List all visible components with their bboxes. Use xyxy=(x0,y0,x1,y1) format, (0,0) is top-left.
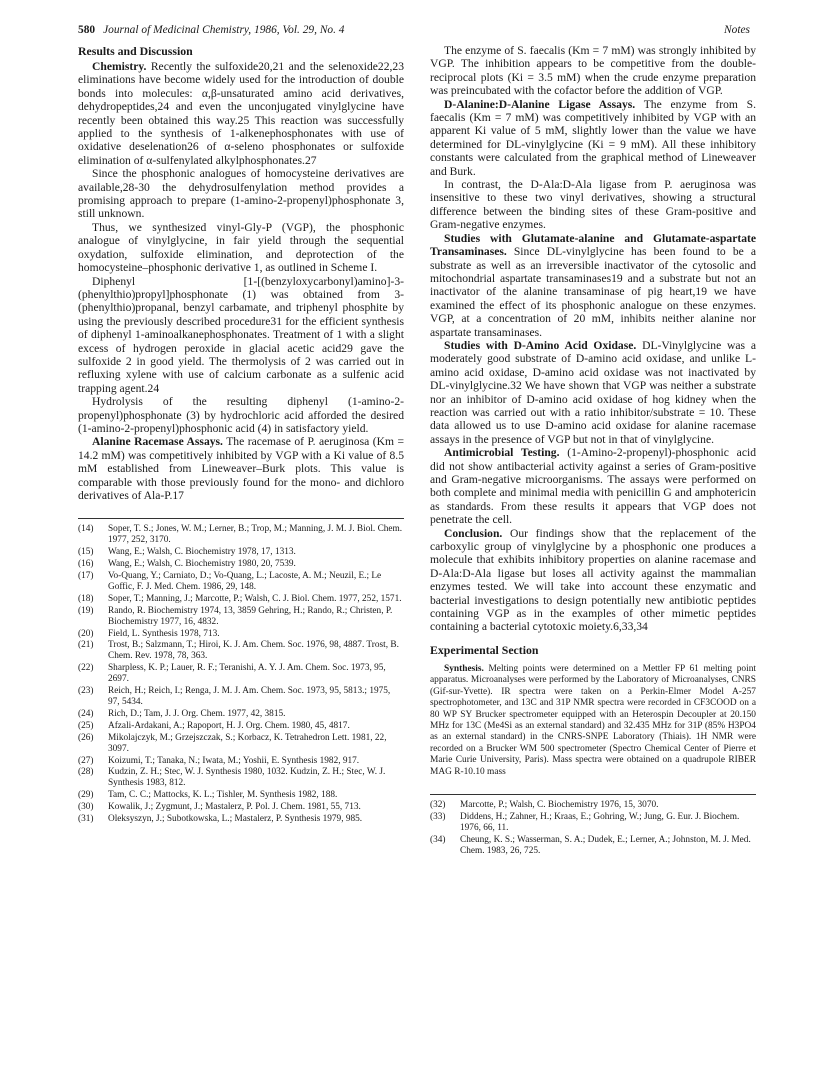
reference-text: Oleksyszyn, J.; Subotkowska, L.; Mastalerz, P. Synthesis 1979, 985. xyxy=(108,814,363,825)
right-column xyxy=(430,44,756,857)
reference-item xyxy=(430,812,756,834)
section-label: Notes xyxy=(724,24,750,36)
reference-number: (15) xyxy=(78,547,94,558)
paragraph-text: The racemase of P. aeruginosa (Km = 14.2 mM) was competitively inhibited by VGP with a Ki value of 8.5 mM established from Lineweaver–Burk plots. This value is comparable with those previously found for the mono- and dichloro derivatives of Ala-P.17 xyxy=(78,435,404,502)
paragraph xyxy=(78,221,404,275)
reference-number: (31) xyxy=(78,814,94,825)
reference-text: Wang, E.; Walsh, C. Biochemistry 1980, 20, 7539. xyxy=(108,559,296,570)
reference-number: (27) xyxy=(78,755,94,766)
reference-number: (14) xyxy=(78,524,94,535)
reference-number: (19) xyxy=(78,605,94,616)
experimental-paragraph xyxy=(430,664,756,778)
reference-item xyxy=(430,835,756,857)
reference-text: Koizumi, T.; Tanaka, N.; Iwata, M.; Yoshii, E. Synthesis 1982, 917. xyxy=(108,755,360,766)
reference-list xyxy=(430,800,756,857)
reference-text: Mikolajczyk, M.; Grzejszczak, S.; Korbacz, K. Tetrahedron Lett. 1981, 22, 3097. xyxy=(108,732,387,754)
reference-item xyxy=(78,686,404,708)
reference-text: Rich, D.; Tam, J. J. Org. Chem. 1977, 42, 3815. xyxy=(108,708,286,719)
paragraph xyxy=(430,527,756,634)
reference-number: (16) xyxy=(78,559,94,570)
reference-text: Soper, T.; Manning, J.; Marcotte, P.; Walsh, C. J. Biol. Chem. 1977, 252, 1571. xyxy=(108,593,402,604)
paragraph-text: In contrast, the D-Ala:D-Ala ligase from P. aeruginosa was insensitive to these two vinyl derivatives, showing a structural difference between the binding sites of these Gram-positive and Gram-negative enzymes. xyxy=(430,178,756,232)
paragraph-text: Melting points were determined on a Mettler FP 61 melting point apparatus. Microanalyses were performed by the Laboratory of Microanalyses, CNRS (Gif-sur-Yvette). IR spectra were taken on a Perkin-Elmer Model A-257 spectrophotometer, and 13C and 31P NMR spectra were recorded in CF3COOD on a 80 WP SY Brucker spectrometer equipped with an Heterospin Decoupler at 20.150 MHz for 13C (Me4Si as an external standard) and 32.435 MHz for 31P (85% H3PO4 as an external standard) in the CNRS-SNPE Laboratory (Thiais). 1H NMR were recorded on a Brucker WM 500 spectrometer (Spectro Chemical Center of Pierre et Marie Curie University, Paris). Mass spectra were obtained on a quadrupole RIBER MAG R-10.10 mass xyxy=(430,663,756,777)
reference-number: (25) xyxy=(78,720,94,731)
reference-number: (21) xyxy=(78,640,94,651)
reference-item xyxy=(78,802,404,813)
reference-item xyxy=(78,721,404,732)
reference-item xyxy=(78,571,404,593)
section-title: Results and Discussion xyxy=(78,44,193,58)
run-in-heading: Studies with D-Amino Acid Oxidase. xyxy=(444,338,637,352)
reference-text: Reich, H.; Reich, I.; Renga, J. M. J. Am. Chem. Soc. 1973, 95, 5813.; 1975, 97, 5434. xyxy=(108,686,391,707)
page-number: 580 xyxy=(78,24,96,36)
paragraph-text: Since DL-vinylglycine has been found to be a substrate as well as an irreversible inactivator of the cytosolic and mitochondrial aspartate transaminases19 and a substrate but not an inactivator of the alanine transaminase of pig heart,19 we have examined the effect of its phosphonic analogue on these enzymes. VGP, at a concentration of 20 mM, inhibits neither alanine nor aspartate transaminases. xyxy=(430,245,756,339)
paragraph xyxy=(78,435,404,502)
run-in-heading: Antimicrobial Testing. xyxy=(444,446,560,460)
reference-number: (24) xyxy=(78,708,94,719)
journal-citation: Journal of Medicinal Chemistry, 1986, Vol. 29, No. 4 xyxy=(103,24,345,36)
reference-text: Rando, R. Biochemistry 1974, 13, 3859 Gehring, H.; Rando, R.; Christen, P. Biochemistry 1977, 16, 4832. xyxy=(108,605,393,627)
paragraph-text: Our findings show that the replacement of the carboxylic group of vinylglycine by a phosphonic one produces a molecule that exhibits inhibitory properties on alanine racemase and D-Ala:D-Ala ligase but loses all activity against the mammalian enzymes tested. We will take into account these enzymatic and bacterial investigations to design potentially new antibiotic peptides containing VGP as in the examples of other mimetic peptides containing a bacterial cytotoxic moiety.6,33,34 xyxy=(430,526,756,634)
reference-item xyxy=(78,640,404,662)
paragraph xyxy=(430,232,756,339)
paragraph xyxy=(78,275,404,396)
reference-item xyxy=(78,814,404,825)
run-in-heading: D-Alanine:D-Alanine Ligase Assays. xyxy=(444,97,636,111)
reference-number: (30) xyxy=(78,802,94,813)
running-header xyxy=(78,22,750,38)
reference-text: Kowalik, J.; Zygmunt, J.; Mastalerz, P. Pol. J. Chem. 1981, 55, 713. xyxy=(108,802,361,813)
reference-number: (23) xyxy=(78,686,94,697)
paragraph-text: Diphenyl [1-[(benzyloxycarbonyl)amino]-3-(phenylthio)propyl]phosphonate (1) was obtained from 3-(phenylthio)propanal, benzyl carbamate, and triphenyl phosphite by using the previously described procedure31 for the efficient synthesis of diphenyl 1-aminoalkanephosphonates. Treatment of 1 with a slight excess of hydrogen peroxide in glacial acetic acid29 gave the sulfoxide 2 in good yield. The thermolysis of 2 was carried out in refluxing xylene with use of calcium carbonate as a sulfenic acid trapping agent.24 xyxy=(78,274,404,395)
paragraph-text: The enzyme of S. faecalis (Km = 7 mM) was strongly inhibited by VGP. The inhibition appears to be competitive from the double-reciprocal plots (Ki = 3.5 mM) when the crude enzyme preparation was preincubated with the cofactor before the addition of VGP. xyxy=(430,44,756,98)
reference-text: Diddens, H.; Zahner, H.; Kraas, E.; Gohring, W.; Jung, G. Eur. J. Biochem. 1976, 66, 11. xyxy=(460,811,740,833)
reference-number: (33) xyxy=(430,811,446,822)
run-in-heading: Synthesis. xyxy=(444,663,484,674)
paragraph xyxy=(78,60,404,167)
reference-item xyxy=(78,606,404,628)
paragraph xyxy=(78,167,404,221)
run-in-heading: Chemistry. xyxy=(92,60,147,73)
paragraph-text: (1-Amino-2-propenyl)-phosphonic acid did not show antibacterial activity against a series of Gram-positive and Gram-negative microorganisms. The assays were performed on both complete and minimal media with penicillin G and amphotericin as standards. From these results it appears that VGP does not penetrate the cell. xyxy=(430,446,756,527)
run-in-heading: Studies with Glutamate-alanine and Glutamate-aspartate Transaminases. xyxy=(430,231,756,259)
reference-item xyxy=(78,594,404,605)
paragraph xyxy=(430,44,756,98)
reference-text: Vo-Quang, Y.; Carniato, D.; Vo-Quang, L.; Lacoste, A. M.; Neuzil, E.; Le Goffic, F. J. Med. Chem. 1986, 29, 148. xyxy=(108,571,382,592)
reference-text: Cheung, K. S.; Wasserman, S. A.; Dudek, E.; Lerner, A.; Johnston, M. J. Med. Chem. 1983, 26, 725. xyxy=(460,834,751,856)
reference-text: Afzali-Ardakani, A.; Rapoport, H. J. Org. Chem. 1980, 45, 4817. xyxy=(108,720,350,731)
reference-text: Kudzin, Z. H.; Stec, W. J. Synthesis 1980, 1032. Kudzin, Z. H.; Stec, W. J. Synthesis 1983, 812. xyxy=(108,767,386,789)
reference-item xyxy=(78,663,404,685)
reference-number: (29) xyxy=(78,790,94,801)
paragraph-text: Recently the sulfoxide20,21 and the selenoxide22,23 eliminations have become widely used for the introduction of double bonds into molecules: α,β-unsaturated amino acid derivatives, dehydropeptides,24 and even the unconjugated vinylglycine have recently been obtained this way.25 This reaction was successfully applied to the synthesis of 1-alkenephosphonates with use of oxidative deselenation26 of α-seleno phosphonates or sulfoxide elimination of α-sulfenylated alkylphosphonates.27 xyxy=(78,60,404,167)
reference-list xyxy=(78,524,404,825)
reference-number: (34) xyxy=(430,834,446,845)
reference-text: Sharpless, K. P.; Lauer, R. F.; Teranishi, A. Y. J. Am. Chem. Soc. 1973, 95, 2697. xyxy=(108,663,386,685)
reference-number: (18) xyxy=(78,593,94,604)
reference-number: (22) xyxy=(78,663,94,674)
reference-number: (20) xyxy=(78,628,94,639)
reference-text: Soper, T. S.; Jones, W. M.; Lerner, B.; Trop, M.; Manning, J. M. J. Biol. Chem. 1977, 252, 3170. xyxy=(108,524,403,546)
reference-item xyxy=(78,733,404,755)
paragraph-text: Thus, we synthesized vinyl-Gly-P (VGP), the phosphonic analogue of vinylglycine, in fair yield through the sequential oxydation, sulfoxide elimination, and deprotection of the homocysteine–phosphonic derivative 1, as outlined in Scheme I. xyxy=(78,220,404,275)
footnote-rule xyxy=(430,794,756,795)
left-column xyxy=(78,44,404,826)
reference-number: (17) xyxy=(78,571,94,582)
reference-number: (26) xyxy=(78,732,94,743)
paragraph-text: Hydrolysis of the resulting diphenyl (1-amino-2-propenyl)phosphonate (3) by hydrochloric acid afforded the desired (1-amino-2-propenyl)phosphonic acid (4) in satisfactory yield. xyxy=(78,395,404,435)
paragraph-text: DL-Vinylglycine was a moderately good substrate of D-amino acid oxidase, and unlike L-amino acid oxidase, D-amino acid oxidase was not inactivated by DL-vinylglycine.32 We have shown that VGP was neither a substrate nor an inhibitor of D-amino acid oxidase of hog kidney when the reaction was carried out with a ratio inhibitor/substrate = 10. These data allowed us to use D-amino acid oxidase for alanine racemase assays in the presence of VGP but not in that of vinylglycine. xyxy=(430,338,756,446)
reference-text: Field, L. Synthesis 1978, 713. xyxy=(108,628,220,639)
reference-number: (32) xyxy=(430,799,446,810)
paragraph-text: Since the phosphonic analogues of homocysteine derivatives are available,28-30 the dehydrosulfenylation method provides a promising approach to prepare (1-amino-2-propenyl)phosphonate 3, still unknown. xyxy=(78,167,404,221)
reference-item xyxy=(78,709,404,720)
reference-item xyxy=(78,756,404,767)
run-in-heading: Alanine Racemase Assays. xyxy=(92,435,223,449)
paragraph xyxy=(430,446,756,526)
paragraph xyxy=(430,178,756,232)
reference-item xyxy=(78,559,404,570)
reference-text: Tam, C. C.; Mattocks, K. L.; Tishler, M. Synthesis 1982, 188. xyxy=(108,790,338,801)
paragraph xyxy=(430,339,756,446)
footnote-rule xyxy=(78,518,404,519)
run-in-heading: Conclusion. xyxy=(444,526,503,540)
reference-item xyxy=(78,524,404,546)
reference-number: (28) xyxy=(78,767,94,778)
reference-item xyxy=(78,547,404,558)
paragraph-text: The enzyme from S. faecalis (Km = 7 mM) was competitively inhibited by VGP with an apparent Ki value of 5 mM, slightly lower than the value we have determined for DL-vinylglycine (Ki = 9 mM). All these inhibitory constants were calculated from the graphical method of Lineweaver and Burk. xyxy=(430,97,756,178)
paragraph xyxy=(78,395,404,435)
reference-item xyxy=(78,767,404,789)
reference-item xyxy=(78,790,404,801)
experimental-section-title: Experimental Section xyxy=(430,642,539,657)
reference-item xyxy=(430,800,756,811)
reference-item xyxy=(78,629,404,640)
reference-text: Wang, E.; Walsh, C. Biochemistry 1978, 17, 1313. xyxy=(108,547,296,558)
paragraph xyxy=(430,98,756,178)
reference-text: Marcotte, P.; Walsh, C. Biochemistry 1976, 15, 3070. xyxy=(460,799,659,810)
reference-text: Trost, B.; Salzmann, T.; Hiroi, K. J. Am. Chem. Soc. 1976, 98, 4887. Trost, B. Chem. Rev. 1978, 78, 363. xyxy=(108,640,399,662)
